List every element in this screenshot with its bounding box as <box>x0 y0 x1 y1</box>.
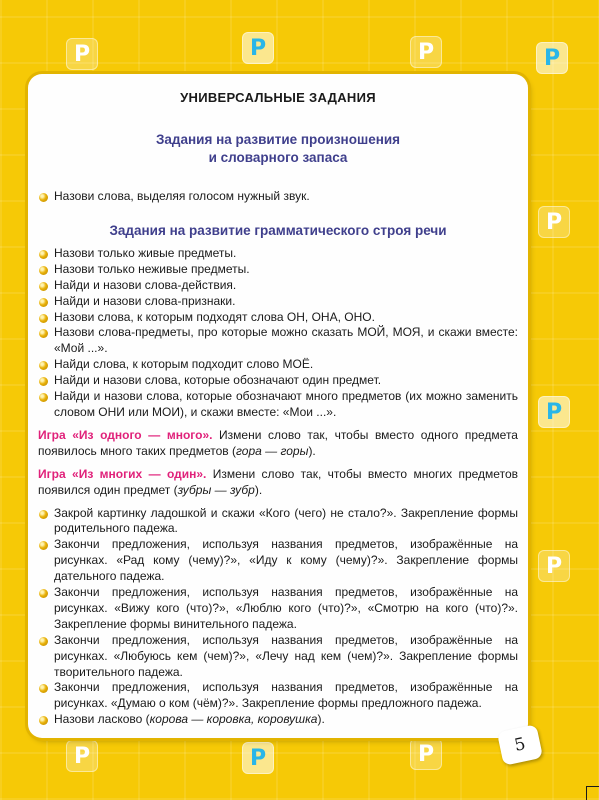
page-number: 5 <box>497 724 543 766</box>
game-tail: ). <box>308 443 316 458</box>
puzzle-letter-icon: P <box>242 32 274 64</box>
game-tail: ). <box>254 482 263 497</box>
heading-line: Задания на развитие произношения <box>155 132 401 147</box>
puzzle-letter-icon: P <box>242 742 274 774</box>
list-item: Найди и назови слова, которые обозначают много предметов (их можно заменить словом ОНИ или МОИ), и скажи вместе: «Мои ...». <box>38 389 518 421</box>
game-name: Игра «Из многих — один». <box>38 466 207 481</box>
page-title: УНИВЕРСАЛЬНЫЕ ЗАДАНИЯ <box>180 90 376 105</box>
list-item: Закрой картинку ладошкой и скажи «Кого (чего) не стало?». Закрепление формы родительного падежа. <box>38 506 518 538</box>
list-item: Найди слова, к которым подходит слово МОЁ. <box>38 357 518 373</box>
content <box>38 84 518 728</box>
pronunciation-task-list <box>38 189 518 205</box>
puzzle-letter-icon: P <box>538 206 570 238</box>
case-task-list <box>38 506 518 729</box>
list-item <box>38 712 518 728</box>
game-example: гора — горы <box>236 443 309 458</box>
puzzle-letter-icon: P <box>536 42 568 74</box>
list-item: Назови только живые предметы. <box>38 246 518 262</box>
list-item: Закончи предложения, используя названия предметов, изображённые на рисунках. «Рад кому (чему)?», «Иду к кому (чему)?». Закрепление формы дательного падежа. <box>38 537 518 585</box>
item-text: Назови ласково ( <box>54 712 150 727</box>
list-item: Найди и назови слова-действия. <box>38 278 518 294</box>
list-item: Назови слова, к которым подходят слова ОН, ОНА, ОНО. <box>38 310 518 326</box>
item-tail: ). <box>317 712 325 727</box>
game-many-to-one <box>38 467 518 499</box>
grammar-task-list <box>38 246 518 421</box>
list-item: Назови слова, выделяя голосом нужный звук. <box>38 189 518 205</box>
puzzle-letter-icon: P <box>538 396 570 428</box>
game-one-to-many <box>38 428 518 460</box>
list-item: Закончи предложения, используя названия предметов, изображённые на рисунках. «Вижу кого (что)?», «Люблю кого (что)?», «Смотрю на кого (что)?». Закрепление формы винительного падежа. <box>38 585 518 633</box>
puzzle-letter-icon: P <box>66 740 98 772</box>
list-item: Назови слова-предметы, про которые можно сказать МОЙ, МОЯ, и скажи вместе: «Мой ...». <box>38 325 518 357</box>
crop-mark <box>586 786 599 800</box>
game-example: зубры — зубр <box>177 482 255 497</box>
game-text: Измени слово так, чтобы вместо многих предметов появился один предмет ( <box>38 466 518 497</box>
puzzle-letter-icon: P <box>66 38 98 70</box>
game-text: Измени слово так, чтобы вместо одного предмета появилось много таких предметов ( <box>38 427 518 458</box>
list-item: Найди и назови слова-признаки. <box>38 294 518 310</box>
list-item: Назови только неживые предметы. <box>38 262 518 278</box>
item-example: корова — коровка, коровушка <box>149 712 318 727</box>
puzzle-letter-icon: P <box>410 738 442 770</box>
puzzle-letter-icon: P <box>538 550 570 582</box>
heading-line: и словарного запаса <box>208 150 348 165</box>
game-name: Игра «Из одного — много». <box>38 427 213 442</box>
section-heading-pronunciation <box>38 131 518 167</box>
puzzle-letter-icon: P <box>410 36 442 68</box>
list-item: Закончи предложения, используя названия предметов, изображённые на рисунках. «Думаю о ком (чём)?». Закрепление формы предложного падежа. <box>38 680 518 712</box>
section-heading-grammar: Задания на развитие грамматического строя речи <box>109 222 447 238</box>
list-item: Закончи предложения, используя названия предметов, изображённые на рисунках. «Любуюсь кем (чем)?», «Лечу над кем (чем)?». Закрепление формы творительного падежа. <box>38 633 518 681</box>
list-item: Найди и назови слова, которые обозначают один предмет. <box>38 373 518 389</box>
